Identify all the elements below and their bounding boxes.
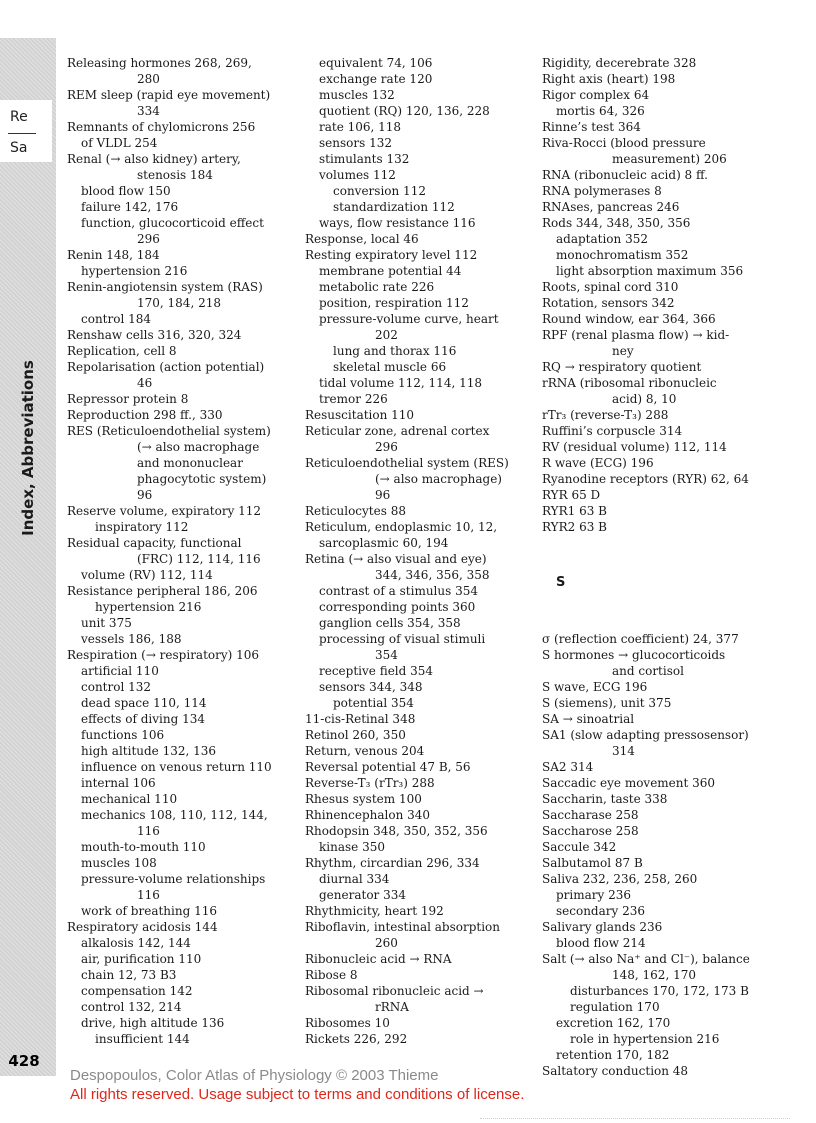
index-subentry: air, purification 110 xyxy=(81,952,202,966)
index-subentry: of VLDL 254 xyxy=(81,136,158,150)
index-subentry: effects of diving 134 xyxy=(81,712,205,726)
index-subentry: light absorption maximum 356 xyxy=(556,264,744,278)
index-entry: Saliva 232, 236, 258, 260 xyxy=(542,872,698,886)
index-subentry: alkalosis 142, 144 xyxy=(81,936,191,950)
index-subentry: 260 xyxy=(375,936,398,950)
index-entry: Salbutamol 87 B xyxy=(542,856,643,870)
index-subentry: mortis 64, 326 xyxy=(556,104,645,118)
index-subentry: mechanical 110 xyxy=(81,792,178,806)
index-subentry: sensors 132 xyxy=(319,136,392,150)
index-entry: Renin-angiotensin system (RAS) xyxy=(67,280,263,294)
index-subentry: disturbances 170, 172, 173 B xyxy=(570,984,749,998)
index-subentry: functions 106 xyxy=(81,728,165,742)
index-entry: Saccule 342 xyxy=(542,840,617,854)
index-subentry: vessels 186, 188 xyxy=(81,632,182,646)
index-entry: Salt (→ also Na⁺ and Cl⁻), balance xyxy=(542,952,750,966)
index-entry: Ribose 8 xyxy=(305,968,358,982)
index-subentry: 46 xyxy=(137,376,153,390)
index-entry: Remnants of chylomicrons 256 xyxy=(67,120,256,134)
index-entry: Renin 148, 184 xyxy=(67,248,160,262)
index-entry: Releasing hormones 268, 269, xyxy=(67,56,252,70)
index-entry: Roots, spinal cord 310 xyxy=(542,280,679,294)
index-entry: Return, venous 204 xyxy=(305,744,425,758)
index-entry: Reticulocytes 88 xyxy=(305,504,406,518)
index-subentry: monochromatism 352 xyxy=(556,248,689,262)
index-entry: RNAses, pancreas 246 xyxy=(542,200,680,214)
index-subentry: measurement) 206 xyxy=(612,152,727,166)
index-subentry: work of breathing 116 xyxy=(81,904,217,918)
index-entry: Reticular zone, adrenal cortex xyxy=(305,424,490,438)
copyright-footer xyxy=(70,1066,524,1104)
index-entry: RES (Reticuloendothelial system) xyxy=(67,424,271,438)
index-entry: Resuscitation 110 xyxy=(305,408,415,422)
index-entry: rTr₃ (reverse-T₃) 288 xyxy=(542,408,669,422)
index-subentry: phagocytotic system) xyxy=(137,472,267,486)
index-subentry: hypertension 216 xyxy=(81,264,188,278)
index-entry: Rhinencephalon 340 xyxy=(305,808,431,822)
index-entry: Riva-Rocci (blood pressure xyxy=(542,136,706,150)
index-entry: Reserve volume, expiratory 112 xyxy=(67,504,262,518)
index-subentry: processing of visual stimuli xyxy=(319,632,486,646)
index-subentry: 96 xyxy=(137,488,153,502)
index-subentry: insufficient 144 xyxy=(95,1032,190,1046)
index-entry: Resistance peripheral 186, 206 xyxy=(67,584,258,598)
index-subentry: ganglion cells 354, 358 xyxy=(319,616,461,630)
section-gap xyxy=(542,599,782,631)
index-entry: Right axis (heart) 198 xyxy=(542,72,676,86)
index-subentry: dead space 110, 114 xyxy=(81,696,207,710)
index-entry: Ryanodine receptors (RYR) 62, 64 xyxy=(542,472,749,486)
index-subentry: sarcoplasmic 60, 194 xyxy=(319,536,449,550)
index-subentry: contrast of a stimulus 354 xyxy=(319,584,478,598)
index-entry: Reticulum, endoplasmic 10, 12, xyxy=(305,520,498,534)
index-subentry: muscles 132 xyxy=(319,88,395,102)
index-entry: Retina (→ also visual and eye) xyxy=(305,552,487,566)
index-entry: RV (residual volume) 112, 114 xyxy=(542,440,727,454)
index-subentry: mechanics 108, 110, 112, 144, xyxy=(81,808,268,822)
index-subentry: regulation 170 xyxy=(570,1000,660,1014)
index-entry: Saccharin, taste 338 xyxy=(542,792,668,806)
index-subentry: 202 xyxy=(375,328,398,342)
page-number: 428 xyxy=(8,1052,40,1070)
index-subentry: control 132, 214 xyxy=(81,1000,182,1014)
index-entry: Reverse-T₃ (rTr₃) 288 xyxy=(305,776,435,790)
index-entry: Rhythmicity, heart 192 xyxy=(305,904,444,918)
index-subentry: drive, high altitude 136 xyxy=(81,1016,225,1030)
index-entry: Riboflavin, intestinal absorption xyxy=(305,920,501,934)
index-subentry: 296 xyxy=(137,232,160,246)
index-subentry: corresponding points 360 xyxy=(319,600,476,614)
index-subentry: retention 170, 182 xyxy=(556,1048,670,1062)
index-entry: Rods 344, 348, 350, 356 xyxy=(542,216,691,230)
index-entry: Saltatory conduction 48 xyxy=(542,1064,689,1078)
index-subentry: stenosis 184 xyxy=(137,168,213,182)
index-entry: Response, local 46 xyxy=(305,232,419,246)
index-subentry: function, glucocorticoid effect xyxy=(81,216,264,230)
index-subentry: 354 xyxy=(375,648,398,662)
index-subentry: 334 xyxy=(137,104,160,118)
index-subentry: (→ also macrophage xyxy=(137,440,260,454)
index-entry: RNA polymerases 8 xyxy=(542,184,662,198)
index-entry: RYR1 63 B xyxy=(542,504,607,518)
index-entry: Saccharose 258 xyxy=(542,824,639,838)
index-subentry: chain 12, 73 B3 xyxy=(81,968,177,982)
index-subentry: artificial 110 xyxy=(81,664,159,678)
page-edge-mark xyxy=(480,1118,790,1119)
index-subentry: muscles 108 xyxy=(81,856,157,870)
index-sidebar xyxy=(0,38,56,1076)
index-subentry: volumes 112 xyxy=(319,168,396,182)
index-subentry: 116 xyxy=(137,888,160,902)
index-subentry: metabolic rate 226 xyxy=(319,280,435,294)
index-subentry: 314 xyxy=(612,744,635,758)
index-subentry: pressure-volume curve, heart xyxy=(319,312,499,326)
index-entry: Repolarisation (action potential) xyxy=(67,360,265,374)
index-entry: Retinol 260, 350 xyxy=(305,728,406,742)
index-entry: S wave, ECG 196 xyxy=(542,680,648,694)
index-entry: RPF (renal plasma flow) → kid- xyxy=(542,328,730,342)
index-entry: Repressor protein 8 xyxy=(67,392,189,406)
index-subentry: inspiratory 112 xyxy=(95,520,189,534)
index-subentry: primary 236 xyxy=(556,888,632,902)
index-subentry: control 184 xyxy=(81,312,152,326)
index-entry: Renshaw cells 316, 320, 324 xyxy=(67,328,242,342)
index-subentry: influence on venous return 110 xyxy=(81,760,272,774)
tab-divider xyxy=(8,133,36,134)
index-subentry: secondary 236 xyxy=(556,904,646,918)
index-subentry: excretion 162, 170 xyxy=(556,1016,671,1030)
index-subentry: 296 xyxy=(375,440,398,454)
index-entry: S hormones → glucocorticoids xyxy=(542,648,726,662)
index-entry: SA2 314 xyxy=(542,760,594,774)
index-subentry: (→ also macrophage) xyxy=(375,472,502,486)
index-subentry: and cortisol xyxy=(612,664,684,678)
index-entry: Reversal potential 47 B, 56 xyxy=(305,760,471,774)
tab-range-start: Re xyxy=(10,109,28,125)
tab-range-end: Sa xyxy=(10,140,28,156)
index-subentry: and mononuclear xyxy=(137,456,243,470)
index-entry: SA1 (slow adapting pressosensor) xyxy=(542,728,749,742)
index-subentry: conversion 112 xyxy=(333,184,426,198)
index-subentry: acid) 8, 10 xyxy=(612,392,677,406)
index-entry: Rhythm, circardian 296, 334 xyxy=(305,856,480,870)
section-heading: S xyxy=(556,575,566,590)
index-entry: Saccharase 258 xyxy=(542,808,639,822)
index-entry: Rhesus system 100 xyxy=(305,792,422,806)
index-subentry: standardization 112 xyxy=(333,200,455,214)
index-subentry: ways, flow resistance 116 xyxy=(319,216,476,230)
index-subentry: 148, 162, 170 xyxy=(612,968,696,982)
index-entry: RYR 65 D xyxy=(542,488,601,502)
index-subentry: rate 106, 118 xyxy=(319,120,402,134)
index-entry: Rinne’s test 364 xyxy=(542,120,641,134)
index-subentry: control 132 xyxy=(81,680,152,694)
index-column-1 xyxy=(67,55,292,1047)
index-subentry: 170, 184, 218 xyxy=(137,296,221,310)
index-entry: RQ → respiratory quotient xyxy=(542,360,702,374)
index-subentry: lung and thorax 116 xyxy=(333,344,457,358)
index-subentry: failure 142, 176 xyxy=(81,200,179,214)
index-entry: Ruffini’s corpuscle 314 xyxy=(542,424,683,438)
index-subentry: 116 xyxy=(137,824,160,838)
index-entry: Residual capacity, functional xyxy=(67,536,242,550)
index-entry: Rhodopsin 348, 350, 352, 356 xyxy=(305,824,488,838)
index-entry: S (siemens), unit 375 xyxy=(542,696,672,710)
index-entry: R wave (ECG) 196 xyxy=(542,456,654,470)
index-subentry: (FRC) 112, 114, 116 xyxy=(137,552,261,566)
index-entry: Rickets 226, 292 xyxy=(305,1032,408,1046)
index-subentry: blood flow 214 xyxy=(556,936,646,950)
index-column-3 xyxy=(542,55,782,1079)
license-line: All rights reserved. Usage subject to terms and conditions of license. xyxy=(70,1086,525,1103)
index-subentry: diurnal 334 xyxy=(319,872,390,886)
index-entry: Saccadic eye movement 360 xyxy=(542,776,716,790)
index-subentry: 280 xyxy=(137,72,160,86)
index-entry: Respiratory acidosis 144 xyxy=(67,920,218,934)
index-subentry: quotient (RQ) 120, 136, 228 xyxy=(319,104,490,118)
section-title-text: Index, Abbreviations xyxy=(19,360,37,536)
index-subentry: equivalent 74, 106 xyxy=(319,56,433,70)
index-subentry: tremor 226 xyxy=(319,392,388,406)
index-subentry: 96 xyxy=(375,488,391,502)
index-subentry: mouth-to-mouth 110 xyxy=(81,840,206,854)
index-subentry: volume (RV) 112, 114 xyxy=(81,568,213,582)
index-entry: Rigor complex 64 xyxy=(542,88,650,102)
section-title-vertical xyxy=(0,360,56,536)
index-entry: rRNA (ribosomal ribonucleic xyxy=(542,376,717,390)
index-subentry: pressure-volume relationships xyxy=(81,872,266,886)
index-subentry: position, respiration 112 xyxy=(319,296,469,310)
index-subentry: unit 375 xyxy=(81,616,132,630)
index-entry: Ribosomes 10 xyxy=(305,1016,390,1030)
index-entry: σ (reflection coefficient) 24, 377 xyxy=(542,632,739,646)
index-entry: Reproduction 298 ff., 330 xyxy=(67,408,223,422)
index-entry: RYR2 63 B xyxy=(542,520,607,534)
index-subentry: kinase 350 xyxy=(319,840,385,854)
index-subentry: 344, 346, 356, 358 xyxy=(375,568,490,582)
index-subentry: tidal volume 112, 114, 118 xyxy=(319,376,482,390)
index-entry: 11-cis-Retinal 348 xyxy=(305,712,416,726)
index-subentry: compensation 142 xyxy=(81,984,193,998)
index-subentry: internal 106 xyxy=(81,776,156,790)
copyright-line: Despopoulos, Color Atlas of Physiology © 2003 Thieme xyxy=(70,1067,439,1084)
index-entry: REM sleep (rapid eye movement) xyxy=(67,88,271,102)
index-entry: Respiration (→ respiratory) 106 xyxy=(67,648,260,662)
index-entry: Salivary glands 236 xyxy=(542,920,663,934)
index-subentry: blood flow 150 xyxy=(81,184,171,198)
index-entry: Rotation, sensors 342 xyxy=(542,296,675,310)
index-subentry: ney xyxy=(612,344,634,358)
index-subentry: potential 354 xyxy=(333,696,414,710)
index-entry: Reticuloendothelial system (RES) xyxy=(305,456,509,470)
index-subentry: hypertension 216 xyxy=(95,600,202,614)
index-entry: Resting expiratory level 112 xyxy=(305,248,478,262)
section-gap xyxy=(542,535,782,567)
index-subentry: stimulants 132 xyxy=(319,152,410,166)
index-entry: Replication, cell 8 xyxy=(67,344,177,358)
index-subentry: generator 334 xyxy=(319,888,407,902)
index-subentry: role in hypertension 216 xyxy=(570,1032,720,1046)
index-subentry: membrane potential 44 xyxy=(319,264,462,278)
index-entry: Rigidity, decerebrate 328 xyxy=(542,56,697,70)
index-entry: RNA (ribonucleic acid) 8 ff. xyxy=(542,168,708,182)
index-entry: Ribonucleic acid → RNA xyxy=(305,952,452,966)
index-entry: Ribosomal ribonucleic acid → xyxy=(305,984,484,998)
index-entry: SA → sinoatrial xyxy=(542,712,635,726)
index-subentry: skeletal muscle 66 xyxy=(333,360,447,374)
index-subentry: receptive field 354 xyxy=(319,664,434,678)
index-entry: Renal (→ also kidney) artery, xyxy=(67,152,241,166)
index-subentry: high altitude 132, 136 xyxy=(81,744,217,758)
index-subentry: sensors 344, 348 xyxy=(319,680,423,694)
index-subentry: rRNA xyxy=(375,1000,409,1014)
index-subentry: exchange rate 120 xyxy=(319,72,433,86)
index-entry: Round window, ear 364, 366 xyxy=(542,312,716,326)
index-subentry: adaptation 352 xyxy=(556,232,648,246)
index-column-2 xyxy=(305,55,530,1047)
index-tab xyxy=(0,100,52,162)
